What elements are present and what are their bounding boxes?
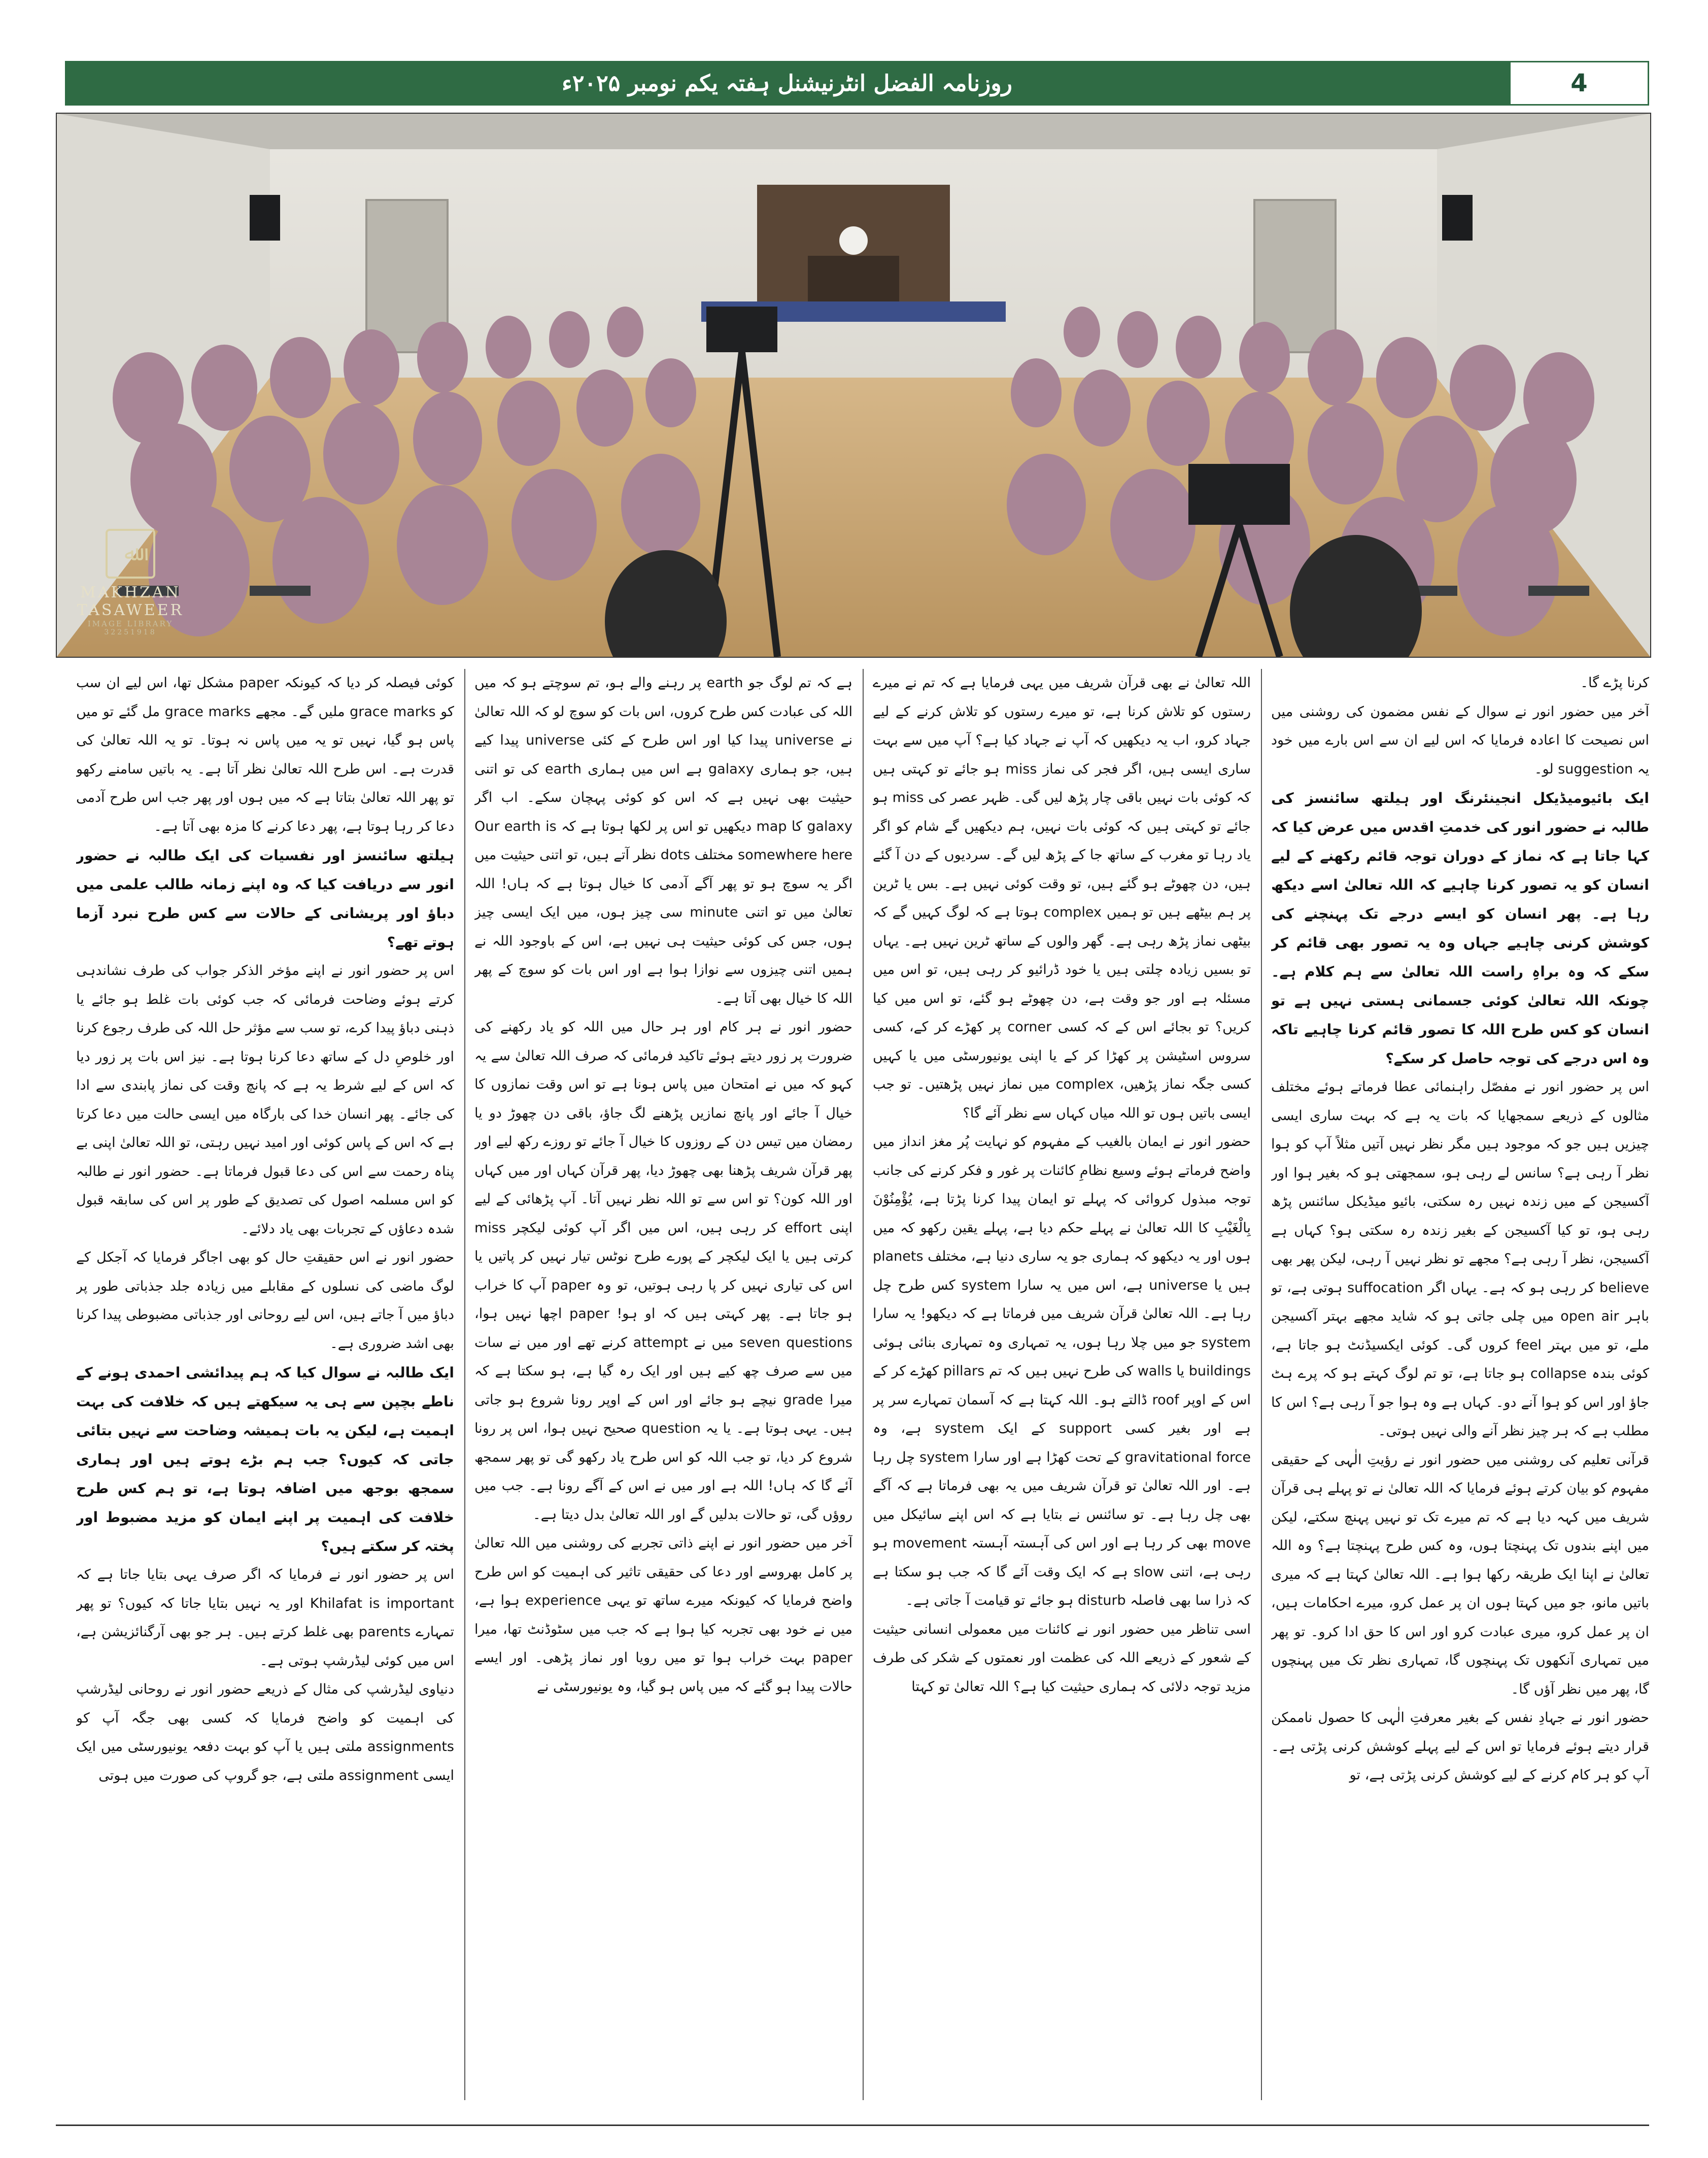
article-columns — [56, 669, 1649, 2110]
body-paragraph: اسی تناظر میں حضور انور نے کائنات میں معمولی انسانی حیثیت کے شعور کے ذریعے اللہ کی عظمت اور نعمتوں کے شکر کی طرف مزید توجہ دلائی کہ ہماری حیثیت کیا ہے؟ اللہ تعالیٰ تو کہتا — [873, 1621, 1251, 1695]
featured-photo — [56, 113, 1651, 658]
body-paragraph: کوئی فیصلہ کر دیا کہ کیونکہ paper مشکل تھا، اس لیے ان سب کو grace marks ملیں گے۔ مجھے grace marks مل گئے تو میں پاس ہو گیا، نہیں تو یہ میں پاس نہ ہوتا۔ تو یہ اللہ تعالیٰ کی قدرت ہے۔ اس طرح اللہ تعالیٰ نظر آتا ہے۔ یہ باتیں سامنے رکھو تو پھر اللہ تعالیٰ بتاتا ہے کہ میں ہوں اور پھر جب اس طرح آدمی دعا کر رہا ہوتا ہے، پھر دعا کرنے کا مزہ بھی آتا ہے۔ — [76, 675, 454, 834]
page-header — [56, 61, 1649, 106]
ceiling — [57, 114, 1650, 149]
body-paragraph: اس پر حضور انور نے اپنے مؤخر الذکر جواب کی طرف نشاندہی کرتے ہوئے وضاحت فرمائی کہ جب کوئی بات غلط ہو جائے یا ذہنی دباؤ پیدا کرے، تو سب سے مؤثر حل اللہ کی طرف رجوع کرنا اور خلوصِ دل کے ساتھ دعا کرنا ہوتا ہے۔ نیز اس بات پر زور دیا کہ اس کے لیے شرط یہ ہے کہ پانچ وقت کی نماز پابندی سے ادا کی جائے۔ پھر انسان خدا کی بارگاہ میں ایسی حالت میں دعا کرتا ہے کہ اس کے پاس کوئی اور امید نہیں رہتی، تو اللہ تعالیٰ اپنی بے پناہ رحمت سے اس کی دعا قبول فرماتا ہے۔ حضور انور نے طالبہ کو اس مسلمہ اصول کی تصدیق کے طور پر اس کی سابقہ قبول شدہ دعاؤں کے تجربات بھی یاد دلائے۔ — [76, 963, 454, 1237]
body-paragraph: دنیاوی لیڈرشپ کی مثال کے ذریعے حضور انور نے روحانی لیڈرشپ کی اہمیت کو واضح فرمایا کہ کسی بھی جگہ آپ کو assignments ملتی ہیں یا آپ کو بہت دفعہ یونیورسٹی میں ایک ایسی assignment ملتی ہے، جو گروپ کی صورت میں ہوتی — [76, 1681, 454, 1783]
body-paragraph: حضور انور نے اس حقیقتِ حال کو بھی اجاگر فرمایا کہ آجکل کے لوگ ماضی کی نسلوں کے مقابلے میں زیادہ جلد جذباتی طور پر دباؤ میں آ جاتے ہیں، اس لیے روحانی اور جذباتی مضبوطی پیدا کرنا بھی اشد ضروری ہے۔ — [76, 1250, 454, 1352]
question-paragraph: ہیلتھ سائنسز اور نفسیات کی ایک طالبہ نے حضور انور سے دریافت کیا کہ وہ اپنے زمانہ طالب علمی میں دباؤ اور پریشانی کے حالات سے کس طرح نبرد آزما ہوتے تھے؟ — [76, 847, 454, 951]
page-number-box — [1509, 61, 1649, 106]
credit-line-2: TASAWEER — [77, 601, 184, 619]
speaker-figure — [839, 226, 868, 255]
body-paragraph: حضور انور نے ایمان بالغیب کے مفہوم کو نہایت پُر مغز انداز میں واضح فرماتے ہوئے وسیع نظامِ کائنات پر غور و فکر کرنے کی جانب توجہ مبذول کروائی کہ پہلے تو ایمان پیدا کرنا پڑتا ہے، یُؤْمِنُوْنَ بِالْغَیْبِ کا اللہ تعالیٰ نے پہلے حکم دیا ہے، پہلے یقین رکھو کہ میں ہوں اور یہ دیکھو کہ ہماری جو یہ ساری دنیا ہے، مختلف planets ہیں یا universe ہے، اس میں یہ سارا system کس طرح چل رہا ہے۔ اللہ تعالیٰ قرآن شریف میں فرماتا ہے کہ دیکھو! یہ سارا system جو میں چلا رہا ہوں، یہ تمہاری وہ تمہاری بنائی ہوئی buildings یا walls کی طرح نہیں ہیں کہ تم pillars کھڑے کر کے اس کے اوپر roof ڈالتے ہو۔ اللہ کہتا ہے کہ آسمان تمہارے سر پر ہے اور بغیر کسی support کے ایک system ہے، وہ gravitational force کے تحت کھڑا ہے اور سارا system چل رہا ہے۔ اور اللہ تعالیٰ تو قرآن شریف میں یہ بھی فرماتا ہے کہ آگے بھی چل رہا ہے۔ تو سائنس نے بتایا ہے کہ اس اپنے سائیکل میں move بھی کر رہا ہے اور اس کی آہستہ آہستہ movement ہو رہی ہے، اتنی slow ہے کہ ایک وقت آئے گا کہ جب ہو سکتا ہے کہ ذرا سا بھی فاصلہ disturb ہو جائے تو قیامت آ جاتی ہے۔ — [873, 1134, 1251, 1608]
body-paragraph: ہے کہ تم لوگ جو earth پر رہنے والے ہو، تم سوچتے ہو کہ میں اللہ کی عبادت کس طرح کروں، اس بات کو سوچ لو کہ اللہ تعالیٰ نے universe پیدا کیا اور اس طرح کے کئی universe پیدا کیے ہیں، جو ہماری galaxy ہے اس میں ہماری earth کی تو اتنی حیثیت بھی نہیں ہے کہ اس کو کوئی پہچان سکے۔ اب اگر galaxy کا map دیکھیں تو اس پر لکھا ہوتا ہے کہ Our earth is somewhere here مختلف dots نظر آتے ہیں، تو اتنی حیثیت میں اگر یہ سوچ ہو تو پھر آگے آدمی کا خیال ہوتا ہے کہ ہاں! اللہ تعالیٰ میں تو اتنی minute سی چیز ہوں، میں ایک ایسی چیز ہوں، جس کی کوئی حیثیت ہی نہیں ہے، اس کے باوجود اللہ نے ہمیں اتنی چیزوں سے نوازا ہوا ہے اور اس بات کو سوچ کے پھر اللہ کا خیال بھی آتا ہے۔ — [474, 675, 852, 1006]
page-number: 4 — [1570, 69, 1588, 97]
column-divider — [464, 669, 465, 2100]
body-paragraph: اس پر حضور انور نے مفصّل راہنمائی عطا فرماتے ہوئے مختلف مثالوں کے ذریعے سمجھایا کہ بات یہ ہے کہ بہت ساری ایسی چیزیں ہیں جو کہ موجود ہیں مگر نظر نہیں آتیں مثلاً آپ کو ہوا نظر آ رہی ہے؟ سانس لے رہی ہو، سمجھتی ہو کہ بغیر ہوا اور آکسیجن کے میں زندہ نہیں رہ سکتی، بائیو میڈیکل سائنس پڑھ رہی ہو، تو کیا آکسیجن کے بغیر زندہ رہ سکتی ہو؟ کہاں ہے آکسیجن، نظر آ رہی ہے؟ مجھے تو نظر نہیں آ رہی، لیکن پھر بھی believe کر رہی ہو کہ ہے۔ یہاں اگر suffocation ہوتی ہے، تو باہر open air میں چلی جاتی ہو کہ شاید مجھے بہتر آکسیجن ملے، تو میں بہتر feel کروں گی۔ کوئی ایکسیڈنٹ ہو جاتا ہے، کوئی بندہ collapse ہو جاتا ہے، تو تم لوگ کہتے ہو کہ پرے ہٹ جاؤ اور اس کو ہوا آنے دو۔ کہاں ہے وہ ہوا جو آ رہی ہے؟ اس کا مطلب ہے کہ ہر چیز نظر آنے والی نہیں ہوتی۔ — [1271, 1079, 1649, 1439]
photo-illustration — [57, 114, 1650, 657]
question-paragraph: ایک طالبہ نے سوال کیا کہ ہم پیدائشی احمدی ہونے کے ناطے بچپن سے ہی یہ سیکھتے ہیں کہ خلافت کی بہت اہمیت ہے، لیکن یہ بات ہمیشہ وضاحت سے نہیں بتائی جاتی کہ کیوں؟ جب ہم بڑے ہوتے ہیں اور ہماری سمجھ بوجھ میں اضافہ ہوتا ہے، تو ہم کس طرح خلافت کی اہمیت پر اپنے ایمان کو مزید مضبوط اور پختہ کر سکتے ہیں؟ — [76, 1364, 454, 1555]
body-paragraph: حضور انور نے جہادِ نفس کے بغیر معرفتِ الٰہی کا حصول ناممکن قرار دیتے ہوئے فرمایا تو اس کے لیے پہلے کوشش کرنی پڑتی ہے۔ آپ کو ہر کام کرنے کے لیے کوشش کرنی پڑتی ہے، تو — [1271, 1710, 1649, 1783]
stage-desk — [808, 256, 899, 301]
masthead-title: روزنامہ الفضل انٹرنیشنل ہفتہ یکم نومبر ۲۰۲۵ء — [562, 70, 1012, 96]
body-paragraph: کرنا پڑے گا۔ — [1580, 675, 1649, 691]
body-paragraph: قرآنی تعلیم کی روشنی میں حضور انور نے رؤیتِ الٰہی کے حقیقی مفہوم کو بیان کرتے ہوئے فرمایا کہ اللہ تعالیٰ نے تو پہلے ہی قرآن شریف میں کہہ دیا ہے کہ تم میرے تک تو نہیں پہنچ سکتے، لیکن میں اپنے بندوں تک پہنچتا ہوں، وہ کس طرح پہنچتا ہے؟ وہ اللہ تعالیٰ نے اپنا ایک طریقہ رکھا ہوا ہے۔ اللہ تعالیٰ کہتا ہے کہ میری باتیں مانو، جو میں کہتا ہوں ان پر عمل کرو، میرے احکامات ہیں، ان پر عمل کرو، میری عبادت کرو اور اس کا حق ادا کرو۔ تو پھر میں تمہاری آنکھوں تک پہنچوں گا، تمہاری نظر تک میں پہنچوں گا، پھر میں نظر آؤں گا۔ — [1271, 1452, 1649, 1697]
column-2 — [873, 669, 1251, 2110]
column-divider — [863, 669, 864, 2100]
column-divider — [1261, 669, 1262, 2100]
question-paragraph: ایک بائیومیڈیکل انجینئرنگ اور ہیلتھ سائنسز کی طالبہ نے حضور انور کی خدمتِ اقدس میں عرض کیا کہ کہا جاتا ہے کہ نماز کے دوران توجہ قائم رکھنے کے لیے انسان کو یہ تصور کرنا چاہیے کہ اللہ تعالیٰ اسے دیکھ رہا ہے۔ پھر انسان کو ایسے درجے تک پہنچنے کی کوشش کرنی چاہیے جہاں وہ یہ تصور بھی قائم کر سکے کہ وہ براہِ راست اللہ تعالیٰ سے ہم کلام ہے۔ چونکہ اللہ تعالیٰ کوئی جسمانی ہستی نہیں ہے تو انسان کو کس طرح اللہ کا تصور قائم کرنا چاہیے تاکہ وہ اس درجے کی توجہ حاصل کر سکے؟ — [1271, 790, 1649, 1067]
column-3 — [474, 669, 852, 2110]
body-paragraph: آخر میں حضور انور نے سوال کے نفس مضمون کی روشنی میں اس نصیحت کا اعادہ فرمایا کہ اس لیے ان سے اس بارے میں خود یہ suggestion لو۔ — [1271, 703, 1649, 777]
credit-line-1: MAKHZAN — [80, 584, 181, 601]
column-4 — [76, 669, 454, 2110]
credit-line-3: IMAGE LIBRARY — [87, 619, 174, 628]
body-paragraph: حضور انور نے ہر کام اور ہر حال میں اللہ کو یاد رکھنے کی ضرورت پر زور دیتے ہوئے تاکید فرمائی کہ صرف اللہ تعالیٰ سے یہ کہو کہ میں نے امتحان میں پاس ہونا ہے تو اس وقت نمازوں کا خیال آ جائے اور پانچ نمازیں پڑھنے لگ جاؤ، باقی دن چھوڑ دو یا رمضان میں تیس دن کے روزوں کا خیال آ جائے تو روزے رکھ لیے اور پھر قرآن شریف پڑھنا بھی چھوڑ دیا، پھر قرآن کہاں اور میں کہاں اور اللہ کون؟ تو اس سے تو اللہ نظر نہیں آتا۔ آپ پڑھائی کے لیے اپنی effort کر رہی ہیں، اس میں اگر آپ کوئی لیکچر miss کرتی ہیں یا ایک لیکچر کے پورے طرح نوٹس تیار نہیں کر پاتیں یا اس کی تیاری نہیں کر پا رہی ہوتیں، تو وہ paper آپ کا خراب ہو جاتا ہے۔ پھر کہتی ہیں کہ او ہو! paper اچھا نہیں ہوا، seven questions میں نے attempt کرنے تھے اور میں نے سات میں سے صرف چھ کیے ہیں اور ایک رہ گیا ہے، ہو سکتا ہے کہ میرا grade نیچے ہو جائے اور اس کے اوپر رونا شروع ہو جاتی ہیں۔ یہی ہوتا ہے۔ یا یہ question صحیح نہیں ہوا، اس پر رونا شروع کر دیا، تو جب اللہ کو اس طرح یاد رکھو گی تو پھر سمجھ آئے گا کہ ہاں! اللہ ہے اور میں نے اس کے آگے رونا ہے۔ جب میں روؤں گی، تو حالات بدلیں گے اور اللہ تعالیٰ بدل دیتا ہے۔ — [474, 1019, 852, 1523]
body-paragraph: اس پر حضور انور نے فرمایا کہ اگر صرف یہی بتایا جاتا ہے کہ Khilafat is important اور یہ نہیں بتایا جاتا کہ کیوں؟ تو پھر تمہارے parents بھی غلط کرتے ہیں۔ ہر جو بھی آرگنائزیشن ہے، اس میں کوئی لیڈرشپ ہوتی ہے۔ — [76, 1567, 454, 1669]
credit-line-4: 32251918 — [104, 628, 157, 636]
masthead-bar — [65, 61, 1509, 106]
body-paragraph: اللہ تعالیٰ نے بھی قرآن شریف میں یہی فرمایا ہے کہ تم نے میرے رستوں کو تلاش کرنا ہے، تو میرے رستوں کو تلاش کرنے کے لیے جہاد کرو، اب یہ دیکھیں کہ آپ نے جہاد کیا ہے؟ آپ میں سے بہت ساری ایسی ہیں، اگر فجر کی نماز miss ہو جائے تو کہتی ہیں کہ کوئی بات نہیں باقی چار پڑھ لیں گی۔ ظہر عصر کی miss ہو جائے تو کہتی ہیں کہ کوئی بات نہیں، ہم دیکھیں گے شام کو اگر یاد رہا تو مغرب کے ساتھ جا کے پڑھ لیں گے۔ سردیوں کے دن آ گئے ہیں، دن چھوٹے ہو گئے ہیں، تو وقت کوئی نہیں ہے۔ بس یا ٹرین پر ہم بیٹھے ہیں تو ہمیں complex ہوتا ہے کہ لوگ کہیں گے کہ بیٹھی نماز پڑھ رہی ہے۔ گھر والوں کے ساتھ ٹرین نہیں ہے۔ یہاں تو بسیں زیادہ چلتی ہیں یا خود ڈرائیو کر رہی ہیں، تو اس میں مسئلہ ہے اور جو وقت ہے، دن چھوٹے ہو گئے، تو اس میں کیا کریں؟ تو بجائے اس کے کہ کسی corner پر کھڑے کر کے، کسی سروس اسٹیشن پر کھڑا کر کے یا اپنی یونیورسٹی میں یا کہیں کسی جگہ نماز پڑھیں، complex میں نماز نہیں پڑھتیں۔ تو جب ایسی باتیں ہوں تو اللہ میاں کہاں سے نظر آئے گا؟ — [873, 675, 1251, 1121]
photo-credit-logo — [72, 529, 189, 636]
body-paragraph: آخر میں حضور انور نے اپنے ذاتی تجربے کی روشنی میں اللہ تعالیٰ پر کامل بھروسے اور دعا کی حقیقی تاثیر کی اہمیت کو اس طرح واضح فرمایا کہ کیونکہ میرے ساتھ تو یہی experience ہوا ہے، میں نے خود بھی تجربہ کیا ہوا ہے کہ جب میں سٹوڈنٹ تھا، میرا paper بہت خراب ہوا تو میں رویا اور نماز پڑھی۔ اور ایسے حالات پیدا ہو گئے کہ میں پاس ہو گیا، وہ یونیورسٹی نے — [474, 1535, 852, 1695]
footer-rule — [56, 2125, 1649, 2126]
column-1 — [1271, 669, 1649, 2110]
library-seal-icon: ﷲ — [106, 529, 155, 579]
